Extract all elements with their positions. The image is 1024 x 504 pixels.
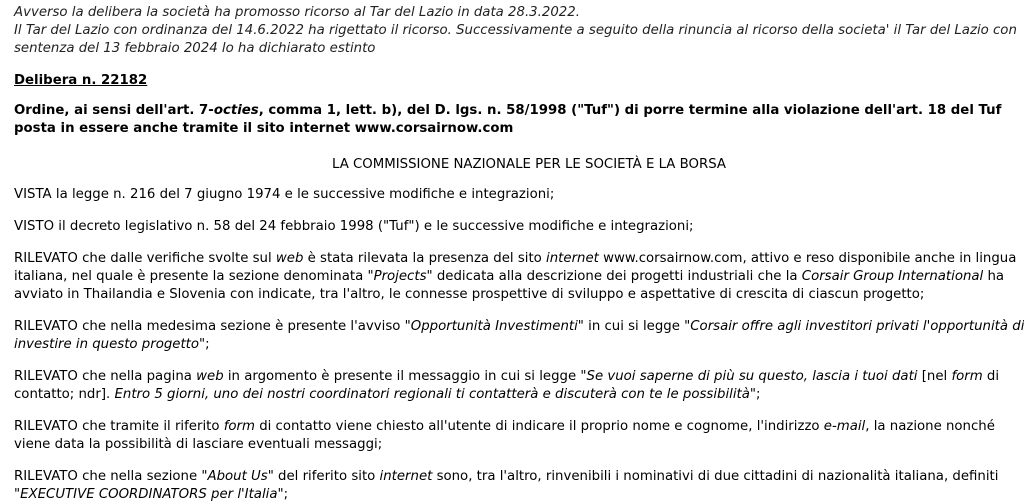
subject-text: posta in essere anche tramite il sito internet www.corsairnow.com [14,121,514,136]
appeal-note [14,4,1024,58]
paragraph-rilevato-2 [14,318,1024,354]
paragraph-vista: VISTA la legge n. 216 del 7 giugno 1974 e le successive modifiche e integrazioni; [14,187,555,202]
para-text: form [223,419,255,434]
para-text: sono, tra l'altro, rinvenibili i nominativi di due cittadini di nazionalità italiana, definiti [432,469,999,484]
para-text: RILEVATO che nella medesima sezione è presente l'avviso [14,319,405,334]
para-text: " del riferito sito [267,469,380,484]
para-text: , la nazione nonché [865,419,995,434]
paragraph-visto: VISTO il decreto legislativo n. 58 del 24 febbraio 1998 ("Tuf") e le successive modifiche e integrazioni; [14,219,694,234]
para-text: Se vuoi saperne di più su questo, lascia i tuoi dati [586,369,918,384]
paragraph-rilevato-4 [14,418,1024,454]
para-text: EXECUTIVE COORDINATORS per l'Italia [20,487,278,502]
para-text: ha [983,269,1005,284]
para-text: "Opportunità Investimenti [404,319,578,334]
paragraph-rilevato-1 [14,250,1024,304]
para-text: è stata rilevata la presenza del sito [303,251,547,266]
para-text: in argomento è presente il messaggio in cui si legge " [223,369,587,384]
para-text: [nel [917,369,952,384]
subject-text: , comma 1, lett. b), del D. lgs. n. 58/1998 ("Tuf") di porre termine alla violazione dell'art. 18 del Tuf [258,103,1002,118]
para-text: "; [749,387,761,402]
para-text: "; [277,487,289,502]
paragraph-rilevato-3 [14,368,1024,404]
para-text: Projects" [373,269,433,284]
commission-heading: LA COMMISSIONE NAZIONALE PER LE SOCIETÀ E LA BORSA [331,157,726,172]
para-text: investire in questo progetto [14,337,200,352]
note-line: sentenza del 13 febbraio 2024 lo ha dichiarato estinto [14,41,376,56]
para-text: RILEVATO che nella sezione " [14,469,208,484]
delibera-subject [14,102,1024,138]
para-text: di contatto viene chiesto all'utente di indicare il proprio nome e cognome, l'indirizzo [254,419,824,434]
para-text: RILEVATO che dalle verifiche svolte sul [14,251,276,266]
para-text: www.corsairnow.com, attivo e reso disponibile anche in lingua [598,251,1017,266]
para-text: web [275,251,304,266]
para-text: "; [199,337,210,352]
para-text: Corsair Group International [801,269,984,284]
paragraph-rilevato-5 [14,468,1024,504]
para-text: About Us [207,469,268,484]
subject-text: octies [213,103,259,118]
para-text: "Corsair offre agli investitori privati l'opportunità di [684,319,1024,334]
para-text: RILEVATO che tramite il riferito [14,419,224,434]
subject-text: Ordine, ai sensi dell'art. 7- [14,103,214,118]
para-text: " [14,487,21,502]
para-text: e-mail [823,419,866,434]
para-text: web [196,369,224,384]
para-text: form [951,369,983,384]
para-text: Entro 5 giorni, uno dei nostri coordinatori regionali ti contatterà e discuterà con te le possibilità [114,387,750,402]
para-text: di [982,369,1000,384]
note-line: Il Tar del Lazio con ordinanza del 14.6.2022 ha rigettato il ricorso. Successivamente a seguito della rinuncia al ricorso della societa' il Tar del Lazio con [14,23,1017,38]
para-text: RILEVATO che nella pagina [14,369,197,384]
para-text: internet [546,251,599,266]
note-line: Avverso la delibera la società ha promosso ricorso al Tar del Lazio in data 28.3.2022. [14,5,580,20]
para-text: avviato in Thailandia e Slovenia con indicate, tra l'altro, le connesse prospettive di sviluppo e aspettative di crescita di ciascun progetto; [14,287,925,302]
para-text: italiana, nel quale è presente la sezione denominata " [14,269,374,284]
para-text: " in cui si legge [577,319,685,334]
para-text: viene data la possibilità di lasciare eventuali messaggi; [14,437,383,452]
para-text: dedicata alla descrizione dei progetti industriali che la [432,269,802,284]
delibera-title: Delibera n. 22182 [14,73,148,88]
para-text: internet [379,469,433,484]
para-text: contatto; ndr]. [14,387,115,402]
